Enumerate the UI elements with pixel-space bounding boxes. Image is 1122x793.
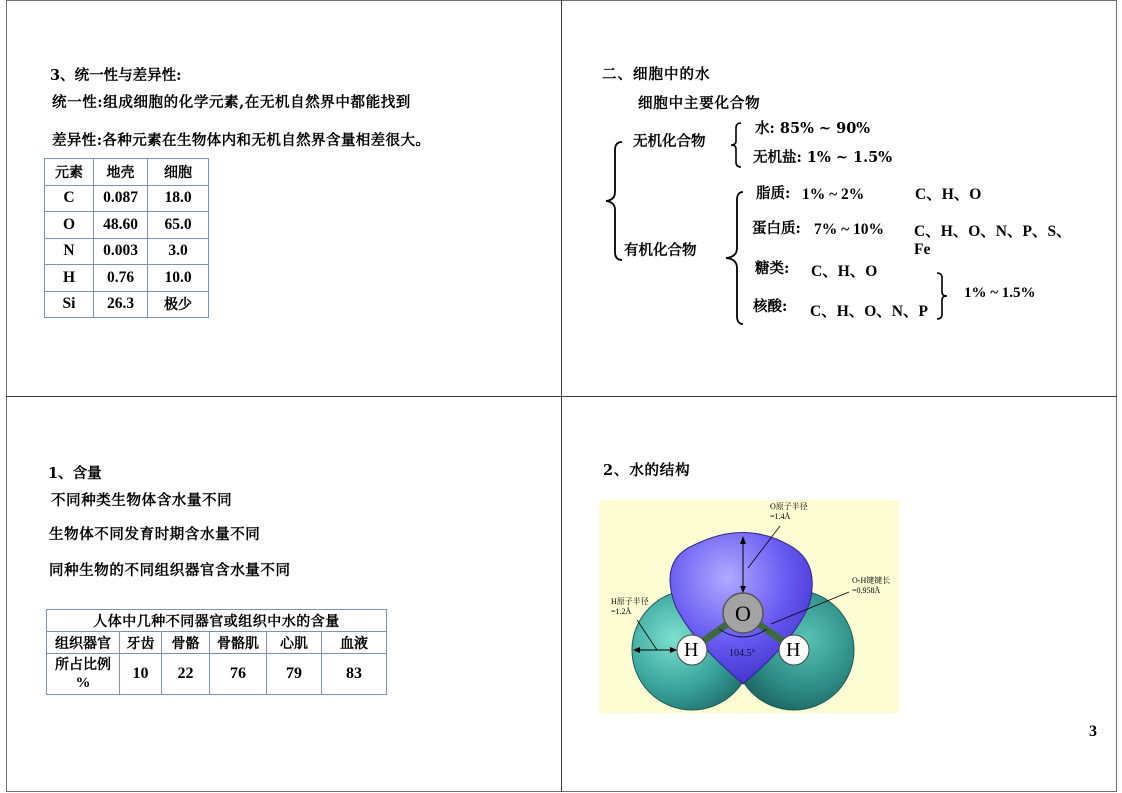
- element-cell: C: [45, 185, 94, 212]
- slide-heading: 2、水的结构: [603, 462, 691, 479]
- crust-cell: 0.003: [94, 238, 148, 265]
- element-cell: Si: [45, 291, 94, 318]
- nucleic-acid-elements: C、H、O、N、P: [810, 303, 928, 320]
- content-line: 不同种类生物体含水量不同: [51, 492, 233, 509]
- protein-percentage: 7% ~ 10%: [814, 221, 885, 238]
- header-cell: 心肌: [267, 632, 322, 654]
- horizontal-divider: [6, 396, 1117, 397]
- cell-cell: 65.0: [148, 212, 209, 239]
- crust-cell: 26.3: [94, 291, 148, 318]
- table-header-row: [47, 632, 387, 654]
- water-content-table: [46, 609, 387, 695]
- row-label-line1: 所占比例: [55, 657, 111, 673]
- protein-elements-line2: Fe: [914, 241, 931, 258]
- row-label-line2: %: [75, 675, 91, 691]
- slide-heading: 3、统一性与差异性:: [50, 67, 182, 84]
- water-percentage: 水: 85% ~ 90%: [755, 120, 871, 137]
- header-cell: 元素: [45, 159, 94, 186]
- cell-cell: 3.0: [148, 238, 209, 265]
- lipid-percentage: 1% ~ 2%: [802, 186, 865, 203]
- nucleic-acid-label: 核酸:: [753, 298, 788, 315]
- value-cell: 10: [120, 654, 162, 695]
- bond-length-line2: =0.958Å: [852, 586, 881, 595]
- table-row: [47, 654, 387, 695]
- difference-text: 差异性:各种元素在生物体内和无机自然界含量相差很大。: [52, 132, 431, 149]
- hydrogen-radius-line2: =1.2Å: [611, 607, 632, 616]
- cell-cell: 10.0: [148, 265, 209, 292]
- bond-angle-label: 104.5°: [729, 648, 756, 659]
- header-cell: 组织器官: [47, 632, 120, 654]
- header-cell: 牙齿: [120, 632, 162, 654]
- content-line: 同种生物的不同组织器官含水量不同: [49, 562, 291, 579]
- big-brace-icon: [602, 140, 624, 262]
- salt-percentage: 无机盐: 1% ~ 1.5%: [753, 149, 893, 166]
- protein-elements: C、H、O、N、P、S、: [914, 223, 1072, 240]
- header-cell: 骨骼肌: [210, 632, 267, 654]
- page-number: 3: [1089, 723, 1097, 740]
- header-cell: 细胞: [148, 159, 209, 186]
- element-cell: H: [45, 265, 94, 292]
- header-cell: 血液: [322, 632, 387, 654]
- table-row: [45, 265, 209, 292]
- table-title: 人体中几种不同器官或组织中水的含量: [47, 610, 387, 632]
- oxygen-radius-line1: O原子半径: [770, 502, 808, 511]
- sugar-label: 糖类:: [755, 260, 790, 277]
- cell-cell: 极少: [148, 291, 209, 318]
- organic-label: 有机化合物: [624, 242, 697, 259]
- value-cell: 76: [210, 654, 267, 695]
- cell-cell: 18.0: [148, 185, 209, 212]
- value-cell: 83: [322, 654, 387, 695]
- hydrogen-atom-label-right: H: [786, 639, 801, 661]
- oxygen-radius-line2: =1.4Å: [770, 512, 791, 521]
- table-row: [45, 291, 209, 318]
- table-row: [45, 212, 209, 239]
- hydrogen-atom-label-left: H: [684, 639, 699, 661]
- slide-heading: 1、含量: [48, 465, 102, 482]
- slide-subheading: 细胞中主要化合物: [638, 95, 761, 112]
- hydrogen-radius-line1: H原子半径: [611, 597, 649, 606]
- water-molecule-diagram: [599, 500, 899, 713]
- bond-length-label: [852, 576, 890, 596]
- inorganic-label: 无机化合物: [633, 133, 706, 150]
- header-cell: 地壳: [94, 159, 148, 186]
- table-header-row: [45, 159, 209, 186]
- sugar-nucleic-percentage: 1% ~ 1.5%: [964, 285, 1036, 301]
- oxygen-radius-label: [770, 502, 808, 522]
- value-cell: 22: [162, 654, 210, 695]
- row-label-cell: [47, 654, 120, 695]
- crust-cell: 48.60: [94, 212, 148, 239]
- oxygen-atom-label: O: [735, 601, 751, 626]
- crust-cell: 0.76: [94, 265, 148, 292]
- slide-heading: 二、细胞中的水: [602, 66, 711, 83]
- organic-brace-icon: [723, 190, 745, 326]
- header-cell: 骨骼: [162, 632, 210, 654]
- sugar-elements: C、H、O: [811, 263, 878, 280]
- element-cell: O: [45, 212, 94, 239]
- bond-length-line1: O-H键键长: [852, 576, 891, 585]
- protein-label: 蛋白质:: [752, 220, 801, 237]
- table-row: [45, 238, 209, 265]
- unity-text: 统一性:组成细胞的化学元素,在无机自然界中都能找到: [52, 94, 411, 111]
- right-brace-icon: [935, 272, 949, 320]
- value-cell: 79: [267, 654, 322, 695]
- element-cell: N: [45, 238, 94, 265]
- content-line: 生物体不同发育时期含水量不同: [49, 526, 261, 543]
- table-title-row: [47, 610, 387, 632]
- crust-cell: 0.087: [94, 185, 148, 212]
- lipid-label: 脂质:: [756, 185, 791, 202]
- table-row: [45, 185, 209, 212]
- lipid-elements: C、H、O: [915, 186, 982, 203]
- inorganic-brace-icon: [729, 122, 743, 168]
- hydrogen-radius-label: [611, 597, 649, 617]
- element-content-table: [44, 158, 209, 318]
